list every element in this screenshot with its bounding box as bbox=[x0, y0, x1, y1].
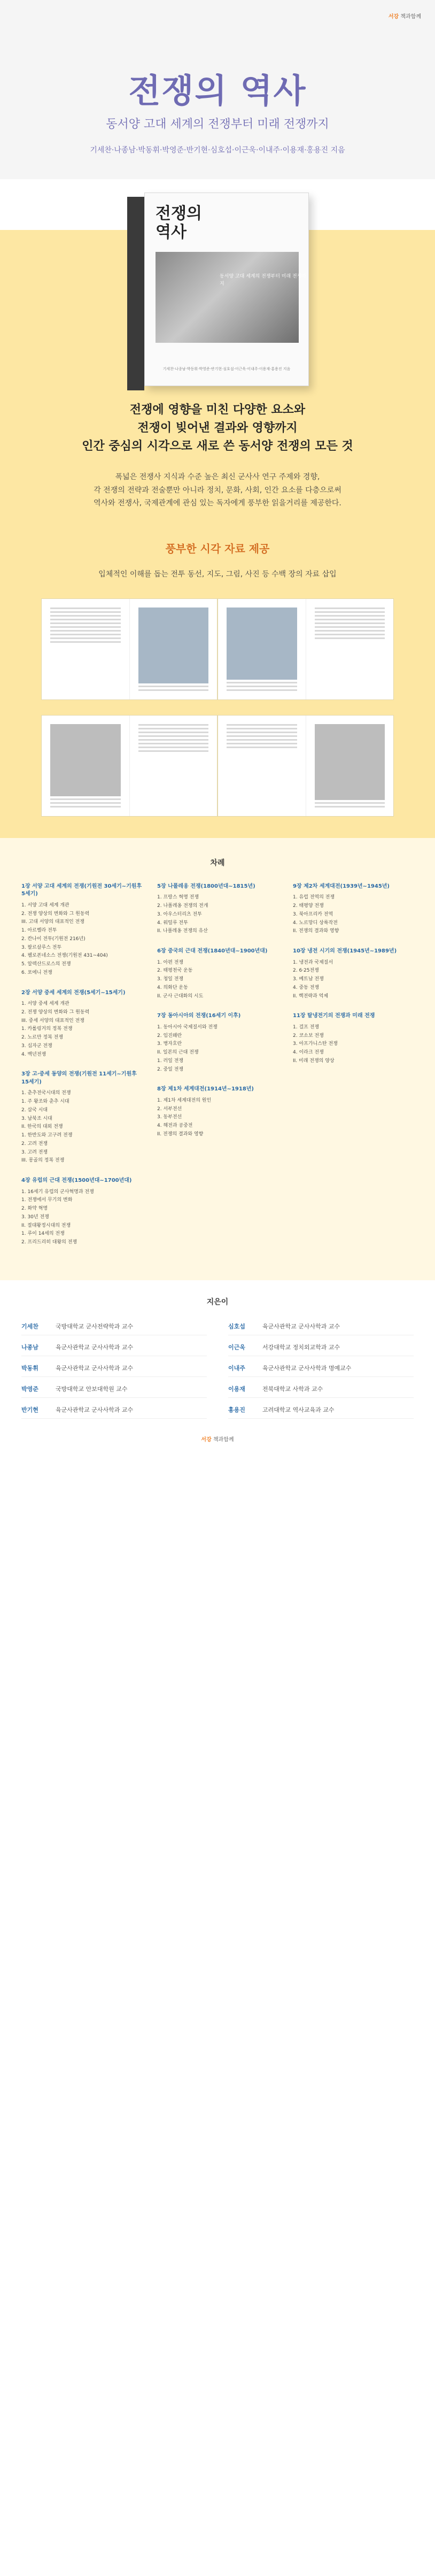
body-line-1: 폭넓은 전쟁사 지식과 수준 높은 최신 군사사 연구 주제와 경향, bbox=[115, 473, 320, 482]
toc-item: 4. 펠로폰네소스 전쟁(기원전 431~404) bbox=[21, 953, 108, 959]
toc-item: III. 중세 서양의 대표적인 전쟁 bbox=[21, 1018, 84, 1024]
authors-heading: 지은이 bbox=[206, 1297, 229, 1306]
toc-chapter bbox=[21, 1071, 142, 1165]
author-entry bbox=[21, 1364, 207, 1377]
author-name: 이용재 bbox=[228, 1385, 245, 1393]
cover-title-line-1: 전쟁의 bbox=[156, 204, 202, 223]
author-entry bbox=[228, 1343, 414, 1356]
publisher-logo-sub: 책과함께 bbox=[400, 14, 421, 20]
toc-item: 1. 아편 전쟁 bbox=[157, 959, 184, 965]
toc-item: 2. 나폴레옹 전쟁의 전개 bbox=[157, 903, 208, 909]
toc-chapter-title: 10장 냉전 시기의 전쟁(1945년~1989년) bbox=[293, 948, 397, 955]
toc-item: II. 절대왕정시대의 전쟁 bbox=[21, 1222, 71, 1228]
sample-spread[interactable] bbox=[41, 598, 217, 700]
intro-section bbox=[0, 321, 435, 838]
book-title: 전쟁의 역사 bbox=[128, 71, 307, 110]
toc-item: 1. 동아시아 국제질서와 전쟁 bbox=[157, 1024, 217, 1030]
toc-item: 2. 노르만 정복 전쟁 bbox=[21, 1035, 64, 1041]
author-name: 박동휘 bbox=[21, 1364, 38, 1372]
toc-item: 3. 팔르살루스 전투 bbox=[21, 944, 62, 950]
intro-headline bbox=[21, 401, 414, 456]
toc-item: 2. 태평천국 운동 bbox=[157, 968, 193, 974]
toc-item: 3. 청일 전쟁 bbox=[157, 976, 184, 982]
author-affiliation: 서강대학교 정치외교학과 교수 bbox=[262, 1343, 340, 1351]
toc-item: 2. 삼국 시대 bbox=[21, 1107, 48, 1113]
map-illustration bbox=[227, 608, 297, 680]
toc-chapter bbox=[157, 948, 278, 1001]
toc-item: 1. 프랑스 혁명 전쟁 bbox=[157, 895, 199, 901]
author-affiliation: 국방대학교 군사전략학과 교수 bbox=[56, 1322, 134, 1330]
sample-page bbox=[130, 716, 217, 816]
book-subtitle: 동서양 고대 세계의 전쟁부터 미래 전쟁까지 bbox=[106, 118, 329, 131]
author-name: 홍용진 bbox=[228, 1406, 245, 1413]
toc-chapter bbox=[157, 1012, 278, 1074]
sample-page bbox=[306, 716, 394, 816]
author-affiliation: 육군사관학교 군사사학과 교수 bbox=[56, 1364, 134, 1372]
cover-title-line-2: 역사 bbox=[156, 222, 187, 242]
toc-item: 3. 북아프리카 전역 bbox=[293, 911, 333, 917]
diagram-illustration bbox=[315, 724, 385, 800]
toc-item: 2. 임진왜란 bbox=[157, 1033, 182, 1039]
toc-chapter bbox=[293, 948, 414, 1001]
author-name: 나종남 bbox=[21, 1343, 38, 1351]
cover-authors: 기세찬·나종남·박동휘·박영준·반기현·심호섭·이근욱·이내주·이용재·홍용진 지음 bbox=[162, 367, 291, 371]
toc-item: 1. 카롤링거의 정복 전쟁 bbox=[21, 1026, 73, 1032]
toc-item: 2. 고려 전쟁 bbox=[21, 1141, 48, 1147]
sample-page bbox=[42, 716, 130, 816]
toc-item: 1. 서양 고대 세계 개관 bbox=[21, 902, 69, 908]
toc-item: II. 핵전략과 억제 bbox=[293, 993, 329, 999]
body-line-2: 각 전쟁의 전략과 전술뿐만 아니라 정치, 문화, 사회, 인간 요소를 다층으로써 bbox=[94, 486, 341, 495]
body-line-3: 역사와 전쟁사, 국제관계에 관심 있는 독자에게 풍부한 읽을거리를 제공한다. bbox=[94, 499, 341, 508]
sample-pages bbox=[41, 598, 394, 817]
toc-item: 4. 노르망디 상륙작전 bbox=[293, 920, 338, 926]
toc-item: 1. 루이 14세의 전쟁 bbox=[21, 1231, 65, 1237]
sample-spread[interactable] bbox=[41, 715, 217, 817]
author-entry bbox=[228, 1405, 414, 1419]
author-affiliation: 국방대학교 안보대학원 교수 bbox=[56, 1385, 128, 1393]
toc-item: 3. 고려 전쟁 bbox=[21, 1149, 48, 1155]
toc-chapter-title: 3장 고·중세 동양의 전쟁(기원전 11세기~기원후 15세기) bbox=[21, 1071, 137, 1085]
visual-materials-caption: 입체적인 이해를 돕는 전투 동선, 지도, 그림, 사진 등 수백 장의 자료 삽입 bbox=[98, 570, 337, 579]
intro-body bbox=[21, 471, 414, 510]
author-affiliation: 육군사관학교 군사사학과 교수 bbox=[262, 1322, 340, 1330]
toc-item: 5. 알렉산드로스의 전쟁 bbox=[21, 962, 71, 967]
sample-page bbox=[218, 716, 306, 816]
toc-item: 4. 워털루 전투 bbox=[157, 920, 188, 926]
toc-chapter bbox=[157, 1086, 278, 1139]
author-name: 심호섭 bbox=[228, 1322, 245, 1330]
toc-item: III. 고대 서양의 대표적인 전쟁 bbox=[21, 919, 84, 925]
toc-chapter bbox=[293, 883, 414, 936]
author-affiliation: 육군사관학교 군사사학과 명예교수 bbox=[262, 1364, 352, 1372]
author-affiliation: 고려대학교 역사교육과 교수 bbox=[262, 1406, 335, 1413]
toc-chapter-title: 7장 동아시아의 전쟁(16세기 이후) bbox=[157, 1013, 241, 1019]
toc-item: 3. 아우스터리츠 전투 bbox=[157, 911, 202, 917]
toc-item: 1. 아르벨라 전투 bbox=[21, 928, 57, 934]
toc-item: 1. 냉전과 국제질서 bbox=[293, 959, 333, 965]
toc-item: 3. 동부전선 bbox=[157, 1114, 182, 1120]
map-illustration bbox=[138, 608, 209, 683]
toc-chapter bbox=[157, 883, 278, 936]
toc-item: 1. 춘추전국시대의 전쟁 bbox=[21, 1090, 71, 1096]
toc-item: 1. 전쟁에서 무기의 변화 bbox=[21, 1197, 73, 1203]
author-name: 기세찬 bbox=[21, 1322, 38, 1330]
book-cover-image bbox=[127, 193, 309, 390]
authors-section bbox=[0, 1280, 435, 1459]
cover-illustration bbox=[156, 252, 299, 343]
toc-item: II. 전쟁의 결과와 영향 bbox=[157, 1131, 204, 1137]
author-entry bbox=[228, 1385, 414, 1398]
sample-page bbox=[306, 599, 394, 699]
toc-item: 1. 걸프 전쟁 bbox=[293, 1024, 320, 1030]
sample-spread[interactable] bbox=[217, 598, 394, 700]
toc-item: 4. 해전과 공중전 bbox=[157, 1123, 193, 1129]
toc-grid bbox=[21, 883, 414, 1259]
visual-materials-title: 풍부한 시각 자료 제공 bbox=[165, 542, 270, 555]
sample-page bbox=[130, 599, 217, 699]
toc-chapter-title: 2장 서양 중세 세계의 전쟁(5세기~15세기) bbox=[21, 989, 126, 996]
toc-item: II. 일본의 근대 전쟁 bbox=[157, 1050, 199, 1056]
toc-item: 3. 베트남 전쟁 bbox=[293, 976, 324, 982]
headline-line-1: 전쟁에 영향을 미친 다양한 요소와 bbox=[129, 403, 306, 417]
toc-column bbox=[293, 883, 414, 1259]
toc-item: 2. 화약 혁명 bbox=[21, 1206, 48, 1212]
toc-item: II. 미래 전쟁의 양상 bbox=[293, 1058, 335, 1064]
toc-item: 2. 6·25전쟁 bbox=[293, 968, 319, 974]
toc-column bbox=[21, 883, 142, 1259]
toc-chapter-title: 4장 유럽의 근대 전쟁(1500년대~1700년대) bbox=[21, 1178, 132, 1184]
footer-publisher-logo[interactable] bbox=[21, 1435, 414, 1443]
headline-line-3: 인간 중심의 시각으로 새로 쓴 동서양 전쟁의 모든 것 bbox=[82, 440, 353, 453]
toc-item: III. 몽골의 정복 전쟁 bbox=[21, 1158, 65, 1164]
cover-subtitle: 동서양 고대 세계의 전쟁부터 미래 전쟁까지 bbox=[220, 274, 307, 287]
cover-title bbox=[156, 205, 202, 242]
toc-item: 3. 30년 전쟁 bbox=[21, 1214, 49, 1220]
sample-page bbox=[42, 599, 130, 699]
toc-chapter-title: 1장 서양 고대 세계의 전쟁(기원전 30세기~기원후 5세기) bbox=[21, 883, 142, 897]
author-affiliation: 육군사관학교 군사사학과 교수 bbox=[56, 1343, 134, 1351]
author-list bbox=[21, 1322, 414, 1419]
toc-chapter-title: 11장 탈냉전기의 전쟁과 미래 전쟁 bbox=[293, 1013, 375, 1019]
author-entry bbox=[21, 1385, 207, 1398]
toc-item: 2. 서부전선 bbox=[157, 1106, 182, 1112]
drawing-illustration bbox=[50, 724, 121, 796]
toc-chapter-title: 6장 중국의 근대 전쟁(1840년대~1900년대) bbox=[157, 948, 268, 955]
toc-item: 4. 의화단 운동 bbox=[157, 985, 188, 990]
toc-item: 3. 병자호란 bbox=[157, 1041, 182, 1047]
toc-chapter-title: 8장 제1차 세계대전(1914년~1918년) bbox=[157, 1086, 254, 1093]
toc-chapter-title: 5장 나폴레옹 전쟁(1800년대~1815년) bbox=[157, 883, 255, 889]
toc-item: II. 전쟁의 결과와 영향 bbox=[293, 928, 339, 934]
author-entry bbox=[21, 1405, 207, 1419]
toc-item: 3. 남북조 시대 bbox=[21, 1116, 52, 1121]
publisher-logo-main: 서강 bbox=[388, 14, 399, 20]
toc-item: 4. 이라크 전쟁 bbox=[293, 1050, 324, 1056]
toc-chapter-title: 9장 제2차 세계대전(1939년~1945년) bbox=[293, 883, 390, 889]
toc-item: 2. 태평양 전쟁 bbox=[293, 903, 324, 909]
toc-item: 1. 러일 전쟁 bbox=[157, 1058, 184, 1064]
toc-item: 2. 전쟁 양상의 변화와 그 원동력 bbox=[21, 911, 90, 917]
publisher-logo[interactable] bbox=[389, 12, 421, 20]
toc-item: 2. 전쟁 양상의 변화와 그 원동력 bbox=[21, 1009, 90, 1015]
table-of-contents bbox=[0, 838, 435, 1280]
book-cover bbox=[144, 193, 309, 386]
toc-item: 1. 서양 중세 세계 개관 bbox=[21, 1001, 69, 1007]
author-name: 이내주 bbox=[228, 1364, 245, 1372]
toc-chapter bbox=[293, 1012, 414, 1065]
author-entry bbox=[21, 1322, 207, 1335]
book-spine bbox=[127, 197, 144, 390]
toc-item: 1. 한반도와 고구려 전쟁 bbox=[21, 1133, 73, 1139]
book-authors: 기세찬·나종남·박동휘·박영준·반기현·심호섭·이근욱·이내주·이용재·홍용진 지음 bbox=[90, 146, 345, 155]
toc-item: 2. 코소보 전쟁 bbox=[293, 1033, 324, 1039]
author-entry bbox=[228, 1364, 414, 1377]
toc-item: 1. 제1차 세계대전의 원인 bbox=[157, 1097, 212, 1103]
toc-chapter bbox=[21, 883, 142, 978]
author-affiliation: 전북대학교 사학과 교수 bbox=[262, 1385, 323, 1393]
hero-section bbox=[0, 0, 435, 371]
sample-page bbox=[218, 599, 306, 699]
toc-chapter bbox=[21, 989, 142, 1059]
toc-item: 2. 프리드리히 대왕의 전쟁 bbox=[21, 1240, 77, 1245]
author-affiliation: 육군사관학교 군사사학과 교수 bbox=[56, 1406, 134, 1413]
author-entry bbox=[228, 1322, 414, 1335]
toc-item: 1. 16세기 유럽의 군사혁명과 전쟁 bbox=[21, 1189, 94, 1195]
author-name: 이근욱 bbox=[228, 1343, 245, 1351]
toc-item: 3. 아프가니스탄 전쟁 bbox=[293, 1041, 338, 1047]
toc-item: 1. 주 왕조와 춘추 시대 bbox=[21, 1099, 69, 1105]
footer-logo-main: 서강 bbox=[201, 1436, 212, 1443]
toc-item: II. 나폴레옹 전쟁의 유산 bbox=[157, 928, 208, 934]
toc-item: II. 한국의 대외 전쟁 bbox=[21, 1124, 63, 1130]
sample-spread[interactable] bbox=[217, 715, 394, 817]
toc-item: 2. 중일 전쟁 bbox=[157, 1066, 184, 1072]
toc-item: 2. 칸나이 전투(기원전 216년) bbox=[21, 936, 86, 942]
toc-chapter bbox=[21, 1177, 142, 1247]
toc-item: 6. 포에니 전쟁 bbox=[21, 970, 52, 975]
headline-line-2: 전쟁이 빚어낸 결과와 영향까지 bbox=[137, 421, 298, 435]
toc-heading: 차례 bbox=[210, 858, 225, 867]
toc-item: 1. 유럽 전역의 전쟁 bbox=[293, 895, 335, 901]
toc-item: 4. 백년전쟁 bbox=[21, 1051, 46, 1057]
toc-item: 4. 중동 전쟁 bbox=[293, 985, 320, 990]
footer-logo-sub: 책과함께 bbox=[213, 1436, 234, 1443]
author-entry bbox=[21, 1343, 207, 1356]
author-name: 반기현 bbox=[21, 1406, 38, 1413]
author-name: 박영준 bbox=[21, 1385, 38, 1393]
toc-item: II. 군사 근대화의 시도 bbox=[157, 993, 204, 999]
toc-item: 3. 십자군 전쟁 bbox=[21, 1043, 52, 1049]
toc-column bbox=[157, 883, 278, 1259]
